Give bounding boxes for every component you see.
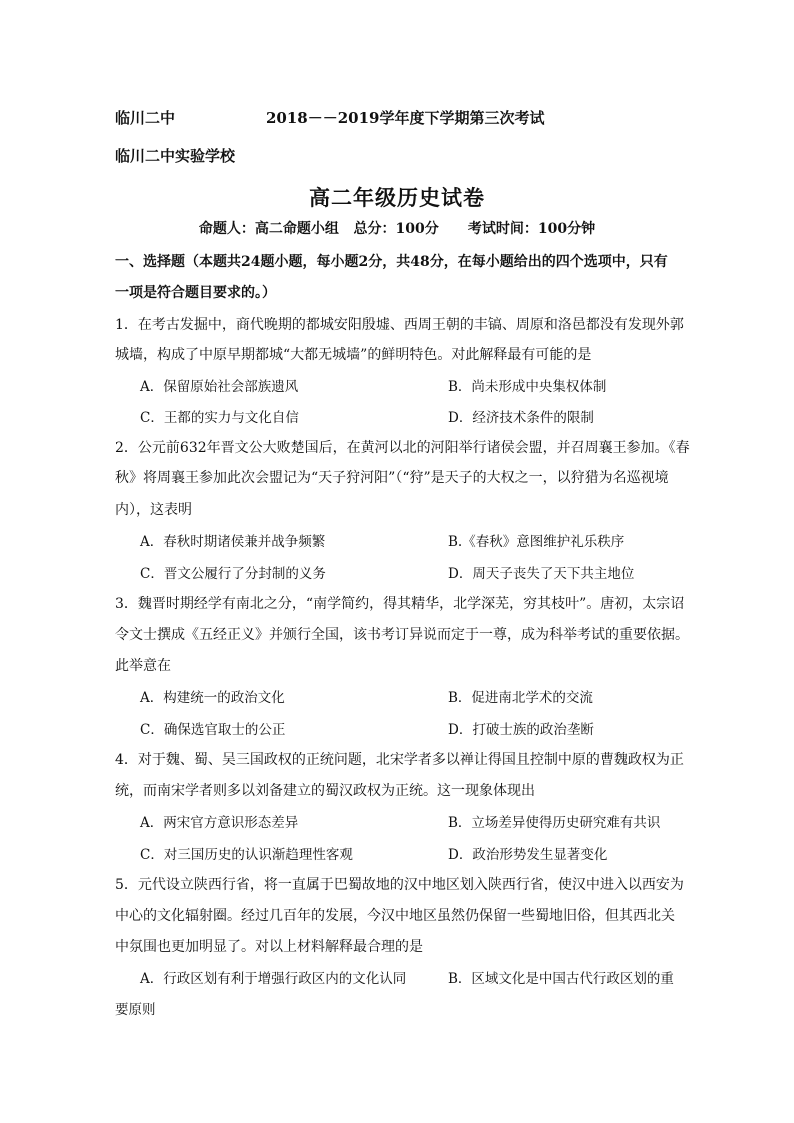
question-1-option-c: C．王都的实力与文化自信	[140, 410, 299, 426]
question-4-option-c: C．对三国历史的认识渐趋理性客观	[140, 847, 353, 863]
question-2-line1: 2．公元前632年晋文公大败楚国后，在黄河以北的河阳举行诸侯会盟，并召周襄王参加。《春	[115, 440, 690, 456]
question-5-option-b-continued: 要原则	[115, 1002, 156, 1018]
question-3-option-d: D．打破士族的政治垄断	[448, 722, 594, 738]
question-4-option-d: D．政治形势发生显著变化	[448, 847, 608, 863]
question-4-line2: 统，而南宋学者则多以刘备建立的蜀汉政权为正统。这一现象体现出	[115, 783, 535, 799]
question-3-line3: 此举意在	[115, 658, 171, 674]
question-2-option-d: D．周天子丧失了天下共主地位	[448, 566, 635, 582]
question-2-option-c: C．晋文公履行了分封制的义务	[140, 566, 326, 582]
exam-meta: 命题人：高二命题小组 总分：100分 考试时间：100分钟	[198, 221, 596, 237]
question-2-line3: 内），这表明	[115, 502, 192, 518]
question-5-option-b: B．区域文化是中国古代行政区划的重	[448, 971, 674, 987]
question-5-line2: 中心的文化辐射圈。经过几百年的发展，今汉中地区虽然仍保留一些蜀地旧俗，但其西北关	[115, 908, 675, 924]
question-2-line2: 秋》将周襄王参加此次会盟记为“天子狩河阳”（“狩”是天子的大权之一，以狩猎为名巡视境	[115, 470, 669, 486]
question-3-option-b: B．促进南北学术的交流	[448, 690, 593, 706]
question-2-option-a: A．春秋时期诸侯兼并战争频繁	[140, 534, 326, 550]
question-5-line3: 中氛围也更加明显了。对以上材料解释最合理的是	[115, 939, 423, 955]
question-1-option-b: B．尚未形成中央集权体制	[448, 379, 607, 395]
school-name-2: 临川二中实验学校	[115, 147, 236, 165]
question-4-line1: 4．对于魏、蜀、吴三国政权的正统问题，北宋学者多以禅让得国且控制中原的曹魏政权为正	[115, 752, 684, 768]
question-5-option-a: A．行政区划有利于增强行政区内的文化认同	[140, 971, 407, 987]
question-3-option-c: C．确保选官取士的公正	[140, 722, 286, 738]
question-5-line1: 5．元代设立陕西行省，将一直属于巴蜀故地的汉中地区划入陕西行省，使汉中进入以西安为	[115, 877, 684, 893]
question-1-line1: 1．在考古发掘中，商代晚期的都城安阳殷墟、西周王朝的丰镐、周原和洛邑都没有发现外郭	[115, 317, 684, 333]
exam-title: 2018－－2019学年度下学期第三次考试	[266, 109, 545, 127]
question-1-option-d: D．经济技术条件的限制	[448, 410, 594, 426]
question-2-option-b: B.《春秋》意图维护礼乐秩序	[448, 534, 625, 550]
question-4-option-a: A．两宋官方意识形态差异	[140, 815, 299, 831]
question-3-line2: 令文士撰成《五经正义》并颁行全国，该书考订异说而定于一尊，成为科举考试的重要依据。	[115, 627, 689, 643]
section-instructions-line1: 一、选择题（本题共24题小题，每小题2分，共48分，在每小题给出的四个选项中，只有	[115, 254, 668, 270]
paper-title: 高二年级历史试卷	[309, 185, 485, 210]
question-3-option-a: A．构建统一的政治文化	[140, 690, 285, 706]
question-1-option-a: A．保留原始社会部族遗风	[140, 379, 299, 395]
question-3-line1: 3．魏晋时期经学有南北之分，“南学简约，得其精华，北学深芜，穷其枝叶”。唐初，太宗诏	[115, 596, 685, 612]
section-instructions-line2: 一项是符合题目要求的。）	[115, 285, 276, 301]
school-name-1: 临川二中	[115, 109, 176, 127]
question-4-option-b: B．立场差异使得历史研究难有共识	[448, 815, 661, 831]
question-1-line2: 城墙，构成了中原早期都城“大都无城墙”的鲜明特色。对此解释最有可能的是	[115, 347, 592, 363]
